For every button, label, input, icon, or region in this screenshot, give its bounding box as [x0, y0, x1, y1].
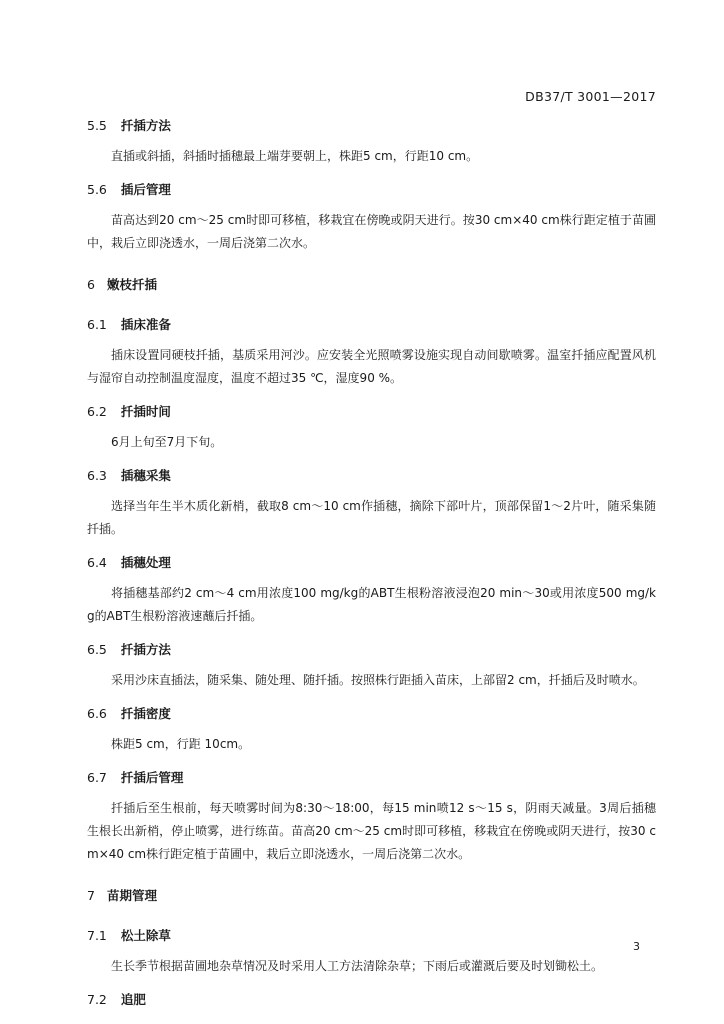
section-heading-6-2: [87, 402, 656, 422]
section-title: 扦插方法: [120, 642, 171, 657]
section-text-6-3: 选择当年生半木质化新梢，截取8 cm～10 cm作插穗，摘除下部叶片，顶部保留1～2片叶，随采集随扦插。: [87, 499, 656, 536]
section-number: 5.5: [87, 118, 107, 133]
chapter-number: 7: [87, 888, 95, 903]
page-number: 3: [633, 940, 640, 953]
section-title: 插床准备: [120, 317, 171, 332]
section-number: 7.1: [87, 928, 107, 943]
section-heading-6-3: [87, 466, 656, 486]
section-heading-5-5: [87, 116, 656, 136]
section-text-6-1: 插床设置同硬枝扦插，基质采用河沙。应安装全光照喷雾设施实现自动间歇喷雾。温室扦插应配置风机与湿帘自动控制温度湿度，温度不超过35 ℃，湿度90 %。: [87, 348, 656, 385]
section-number: 5.6: [87, 182, 107, 197]
chapter-title: 苗期管理: [106, 888, 157, 903]
section-title: 追肥: [120, 992, 146, 1007]
chapter-heading-7: [87, 886, 656, 906]
section-number: 6.6: [87, 706, 107, 721]
section-title: 扦插时间: [120, 404, 171, 419]
section-heading-6-5: [87, 640, 656, 660]
section-heading-5-6: [87, 180, 656, 200]
section-number: 6.4: [87, 555, 107, 570]
section-text-6-5: 采用沙床直插法，随采集、随处理、随扦插。按照株行距插入苗床，上部留2 cm，扦插后及时喷水。: [111, 673, 645, 687]
section-title: 插穗处理: [120, 555, 171, 570]
document-body: [87, 116, 656, 1010]
section-title: 插穗采集: [120, 468, 171, 483]
section-number: 6.5: [87, 642, 107, 657]
chapter-number: 6: [87, 277, 95, 292]
section-text-6-4: 将插穗基部约2 cm～4 cm用浓度100 mg/kg的ABT生根粉溶液浸泡20 min～30或用浓度500 mg/kg的ABT生根粉溶液速蘸后扦插。: [87, 586, 656, 623]
section-number: 7.2: [87, 992, 107, 1007]
document-code: DB37/T 3001—2017: [525, 89, 656, 104]
chapter-heading-6: [87, 275, 656, 295]
section-text-7-1: 生长季节根据苗圃地杂草情况及时采用人工方法清除杂草；下雨后或灌溉后要及时划锄松土。: [111, 959, 604, 973]
section-number: 6.7: [87, 770, 107, 785]
section-heading-7-2: [87, 990, 656, 1010]
section-heading-6-7: [87, 768, 656, 788]
section-text-5-5: 直插或斜插，斜插时插穗最上端芽要朝上，株距5 cm，行距10 cm。: [111, 149, 479, 163]
section-title: 扦插方法: [120, 118, 171, 133]
section-title: 扦插密度: [120, 706, 171, 721]
section-title: 松土除草: [120, 928, 171, 943]
section-heading-7-1: [87, 926, 656, 946]
section-number: 6.1: [87, 317, 107, 332]
section-heading-6-1: [87, 315, 656, 335]
section-title: 插后管理: [120, 182, 171, 197]
section-text-5-6: 苗高达到20 cm～25 cm时即可移植，移栽宜在傍晚或阴天进行。按30 cm×40 cm株行距定植于苗圃中，栽后立即浇透水，一周后浇第二次水。: [87, 213, 656, 250]
section-number: 6.3: [87, 468, 107, 483]
section-text-6-2: 6月上旬至7月下旬。: [111, 435, 223, 449]
chapter-title: 嫩枝扦插: [106, 277, 157, 292]
section-heading-6-6: [87, 704, 656, 724]
section-title: 扦插后管理: [120, 770, 184, 785]
section-text-6-6: 株距5 cm，行距 10cm。: [111, 737, 251, 751]
section-text-6-7: 扦插后至生根前，每天喷雾时间为8:30～18:00，每15 min喷12 s～15 s，阴雨天减量。3周后插穗生根长出新梢，停止喷雾，进行练苗。苗高20 cm～25 cm时即可移植，移栽宜在傍晚或阴天进行，按30 cm×40 cm株行距定植于苗圃中，栽后立即浇透水，一周后浇第二次水。: [87, 801, 656, 861]
section-number: 6.2: [87, 404, 107, 419]
section-heading-6-4: [87, 553, 656, 573]
